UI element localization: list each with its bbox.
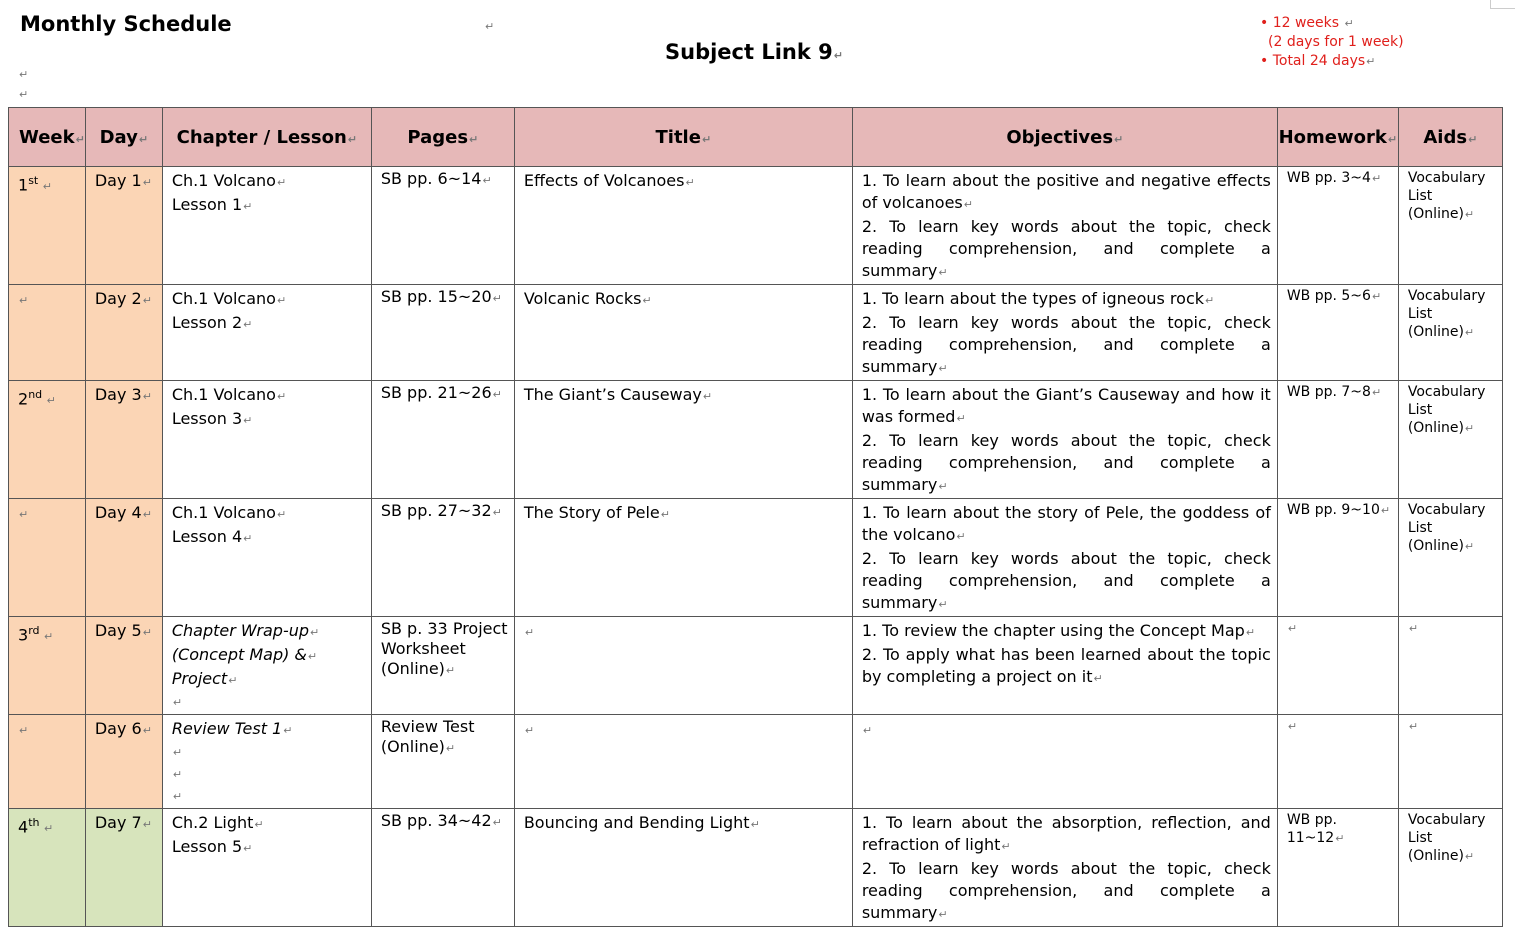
paragraph-mark: ↵	[1464, 422, 1475, 435]
paragraph-mark: ↵	[142, 176, 152, 189]
cell-pages	[371, 381, 514, 499]
chapter-text: Lesson 4	[171, 527, 243, 546]
table-row	[9, 167, 1503, 285]
cell-week	[9, 809, 86, 927]
paragraph-mark: ↵	[702, 390, 713, 403]
paragraph-mark: ↵	[1371, 172, 1382, 185]
table-row	[9, 381, 1503, 499]
pages-text: SB pp. 27~32	[380, 501, 492, 520]
notes-days-per-week: (2 days for 1 week)	[1268, 34, 1404, 50]
paragraph-mark: ↵	[142, 294, 152, 307]
table-row	[9, 617, 1503, 715]
lesson-title: The Giant’s Causeway	[523, 385, 702, 404]
objective-item	[862, 548, 1271, 616]
cell-title	[514, 809, 852, 927]
paragraph-mark: ↵	[43, 394, 56, 408]
aids-text: Vocabulary List (Online)	[1407, 170, 1486, 222]
chapter-line	[172, 718, 365, 742]
lesson-title: Effects of Volcanoes	[523, 171, 685, 190]
cell-day	[85, 715, 162, 809]
paragraph-mark: ↵	[243, 842, 253, 855]
paragraph-mark: ↵	[1335, 832, 1345, 845]
chapter-text: Lesson 1	[171, 195, 243, 214]
paragraph-mark: ↵	[1464, 850, 1475, 863]
chapter-line	[172, 194, 365, 218]
chapter-text: Lesson 5	[171, 837, 243, 856]
cell-aids	[1398, 285, 1502, 381]
cell-chapter	[162, 617, 371, 715]
cell-pages	[371, 715, 514, 809]
objective-item	[862, 620, 1271, 644]
chapter-line	[172, 812, 365, 836]
cell-homework	[1277, 617, 1398, 715]
week-number: 4	[18, 817, 29, 837]
day-label: Day 3	[94, 385, 142, 404]
chapter-line	[172, 384, 365, 408]
chapter-text: Ch.1 Volcano	[171, 289, 276, 308]
paragraph-mark: ↵	[485, 20, 495, 33]
cell-day	[85, 381, 162, 499]
paragraph-mark: ↵	[40, 630, 54, 644]
objective-text: 1. To learn about the absorption, reflection, and refraction of light	[861, 813, 1271, 854]
cell-week	[9, 381, 86, 499]
cell-week	[9, 167, 86, 285]
chapter-text: Lesson 3	[171, 409, 243, 428]
cell-homework	[1277, 715, 1398, 809]
cell-objectives	[852, 285, 1277, 381]
day-label: Day 1	[94, 171, 142, 190]
pages-text: SB pp. 6~14	[380, 169, 482, 188]
homework-text: WB pp. 3~4	[1286, 170, 1371, 186]
cell-title	[514, 167, 852, 285]
cell-aids	[1398, 167, 1502, 285]
paragraph-mark: ↵	[243, 414, 253, 427]
paragraph-mark: ↵	[310, 626, 320, 639]
paragraph-mark: ↵	[276, 294, 287, 307]
homework-text: WB pp. 11~12	[1286, 812, 1337, 846]
week-ordinal: nd	[28, 388, 43, 401]
objective-item	[862, 502, 1271, 548]
paragraph-mark: ↵	[445, 664, 456, 677]
cell-objectives	[852, 499, 1277, 617]
notes-weeks: • 12 weeks ↵	[1260, 15, 1354, 31]
objective-item	[862, 384, 1271, 430]
paragraph-mark: ↵	[445, 742, 456, 755]
homework-text: WB pp. 9~10	[1286, 502, 1380, 518]
paragraph-mark: ↵	[1245, 626, 1256, 639]
day-label: Day 4	[94, 503, 142, 522]
paragraph-mark: ↵	[283, 724, 293, 737]
paragraph-mark: ↵	[1408, 622, 1419, 635]
paragraph-mark: ↵	[19, 68, 29, 81]
paragraph-mark: ↵	[685, 176, 695, 189]
table-row	[9, 499, 1503, 617]
objective-item	[862, 312, 1271, 380]
paragraph-mark: ↵	[862, 724, 873, 737]
aids-text: Vocabulary List (Online)	[1407, 502, 1486, 554]
objective-item	[862, 812, 1271, 858]
schedule-table	[8, 107, 1503, 927]
cell-chapter	[162, 499, 371, 617]
cell-objectives	[852, 167, 1277, 285]
paragraph-mark: ↵	[39, 180, 52, 194]
header-day: Day↵	[85, 108, 162, 167]
objective-text: 2. To apply what has been learned about the topic by completing a project on it	[861, 645, 1271, 686]
page-edge-marker	[1490, 0, 1515, 9]
week-number: 1	[18, 175, 29, 195]
paragraph-mark: ↵	[642, 294, 652, 307]
chapter-line	[172, 170, 365, 194]
cell-day	[85, 285, 162, 381]
paragraph-mark: ↵	[172, 768, 183, 781]
homework-text: WB pp. 7~8	[1286, 384, 1371, 400]
chapter-line	[172, 288, 365, 312]
header-title: Title↵	[514, 108, 852, 167]
aids-text: Vocabulary List (Online)	[1407, 384, 1486, 436]
paragraph-mark: ↵	[492, 506, 502, 519]
cell-title	[514, 499, 852, 617]
pages-text: SB p. 33 Project Worksheet (Online)	[380, 619, 508, 678]
chapter-text: Project	[171, 669, 228, 688]
paragraph-mark: ↵	[19, 724, 29, 737]
objective-item	[862, 858, 1271, 926]
cell-chapter	[162, 381, 371, 499]
paragraph-mark: ↵	[243, 318, 253, 331]
paragraph-mark: ↵	[1380, 504, 1391, 517]
cell-day	[85, 809, 162, 927]
cell-homework	[1277, 809, 1398, 927]
cell-day	[85, 499, 162, 617]
chapter-line	[172, 836, 365, 860]
cell-title	[514, 617, 852, 715]
cell-week	[9, 285, 86, 381]
cell-title	[514, 715, 852, 809]
paragraph-mark: ↵	[938, 362, 948, 375]
aids-text: Vocabulary List (Online)	[1407, 288, 1486, 340]
paragraph-mark: ↵	[276, 390, 287, 403]
pages-text: SB pp. 21~26	[380, 383, 492, 402]
objective-text: 2. To learn key words about the topic, check reading comprehension, and complete a summary	[861, 859, 1271, 922]
document-title: Monthly Schedule	[20, 12, 232, 36]
objective-text: 1. To learn about the Giant’s Causeway and how it was formed	[861, 385, 1271, 426]
week-ordinal: rd	[28, 624, 40, 637]
objective-item	[862, 216, 1271, 284]
lesson-title: Volcanic Rocks	[523, 289, 642, 308]
paragraph-mark: ↵	[1287, 720, 1298, 733]
cell-title	[514, 285, 852, 381]
week-number: 3	[18, 625, 29, 645]
paragraph-mark: ↵	[307, 650, 318, 663]
objective-text: 1. To learn about the types of igneous rock	[861, 289, 1205, 308]
chapter-line	[172, 526, 365, 550]
header-aids: Aids↵	[1398, 108, 1502, 167]
header-objectives: Objectives↵	[852, 108, 1277, 167]
cell-aids	[1398, 809, 1502, 927]
table-row	[9, 809, 1503, 927]
cell-objectives	[852, 617, 1277, 715]
objective-text: 2. To learn key words about the topic, check reading comprehension, and complete a summary	[861, 431, 1271, 494]
table-row	[9, 715, 1503, 809]
chapter-text: Ch.1 Volcano	[171, 503, 276, 522]
paragraph-mark: ↵	[142, 390, 152, 403]
paragraph-mark: ↵	[142, 508, 152, 521]
objective-item	[862, 430, 1271, 498]
objective-text: 2. To learn key words about the topic, check reading comprehension, and complete a summary	[861, 313, 1271, 376]
paragraph-mark: ↵	[492, 816, 502, 829]
paragraph-mark: ↵	[40, 822, 54, 836]
chapter-line	[172, 620, 365, 644]
lesson-title: Bouncing and Bending Light	[523, 813, 750, 832]
objective-item	[862, 288, 1271, 312]
cell-week	[9, 715, 86, 809]
cell-title	[514, 381, 852, 499]
paragraph-mark: ↵	[142, 626, 152, 639]
paragraph-mark: ↵	[276, 176, 287, 189]
cell-homework	[1277, 381, 1398, 499]
paragraph-mark: ↵	[660, 508, 670, 521]
cell-pages	[371, 167, 514, 285]
paragraph-mark: ↵	[524, 626, 535, 639]
chapter-text: Chapter Wrap-up	[171, 621, 310, 640]
paragraph-mark: ↵	[19, 88, 29, 101]
week-ordinal: th	[28, 816, 40, 829]
paragraph-mark: ↵	[963, 198, 973, 211]
notes-total-days: • Total 24 days↵	[1260, 53, 1376, 69]
cell-pages	[371, 809, 514, 927]
cell-homework	[1277, 167, 1398, 285]
paragraph-mark: ↵	[243, 532, 253, 545]
paragraph-mark: ↵	[956, 412, 966, 425]
paragraph-mark: ↵	[172, 696, 183, 709]
schedule-notes	[1260, 14, 1404, 71]
paragraph-mark: ↵	[482, 174, 492, 187]
objective-text: 2. To learn key words about the topic, check reading comprehension, and complete a summary	[861, 549, 1271, 612]
paragraph-mark: ↵	[1001, 840, 1011, 853]
paragraph-mark: ↵	[172, 790, 183, 803]
paragraph-mark: ↵	[492, 292, 502, 305]
paragraph-mark: ↵	[1093, 672, 1103, 685]
week-ordinal: st	[28, 174, 39, 187]
paragraph-mark: ↵	[1205, 294, 1215, 307]
cell-chapter	[162, 715, 371, 809]
cell-chapter	[162, 285, 371, 381]
cell-chapter	[162, 809, 371, 927]
day-label: Day 5	[94, 621, 142, 640]
objective-text: 1. To learn about the story of Pele, the goddess of the volcano	[861, 503, 1271, 544]
paragraph-mark: ↵	[1371, 386, 1382, 399]
paragraph-mark: ↵	[750, 818, 760, 831]
paragraph-mark: ↵	[228, 674, 238, 687]
lesson-title: The Story of Pele	[523, 503, 660, 522]
paragraph-mark: ↵	[142, 818, 152, 831]
aids-text: Vocabulary List (Online)	[1407, 812, 1486, 864]
paragraph-mark: ↵	[142, 724, 152, 737]
objective-item	[862, 170, 1271, 216]
cell-aids	[1398, 499, 1502, 617]
week-number: 2	[18, 389, 29, 409]
cell-week	[9, 499, 86, 617]
chapter-text: Lesson 2	[171, 313, 243, 332]
paragraph-mark: ↵	[938, 480, 948, 493]
paragraph-mark: ↵	[1371, 290, 1382, 303]
objective-item	[862, 644, 1271, 690]
document-subtitle: Subject Link 9↵	[665, 40, 843, 64]
pages-text: SB pp. 15~20	[380, 287, 492, 306]
day-label: Day 2	[94, 289, 142, 308]
chapter-text: (Concept Map) &	[171, 645, 307, 664]
pages-text: Review Test (Online)	[380, 717, 475, 756]
paragraph-mark: ↵	[254, 818, 264, 831]
paragraph-mark: ↵	[1464, 540, 1475, 553]
cell-day	[85, 167, 162, 285]
day-label: Day 6	[94, 719, 142, 738]
header-week: Week↵	[9, 108, 86, 167]
paragraph-mark: ↵	[1287, 622, 1298, 635]
cell-day	[85, 617, 162, 715]
objective-text: 2. To learn key words about the topic, check reading comprehension, and complete a summary	[861, 217, 1271, 280]
paragraph-mark: ↵	[956, 530, 966, 543]
cell-chapter	[162, 167, 371, 285]
header-chapter: Chapter / Lesson↵	[162, 108, 371, 167]
paragraph-mark: ↵	[1464, 208, 1475, 221]
cell-homework	[1277, 285, 1398, 381]
paragraph-mark: ↵	[1408, 720, 1419, 733]
header-pages: Pages↵	[371, 108, 514, 167]
paragraph-mark: ↵	[172, 746, 183, 759]
day-label: Day 7	[94, 813, 142, 832]
chapter-line	[172, 502, 365, 526]
chapter-line	[172, 644, 365, 668]
cell-homework	[1277, 499, 1398, 617]
paragraph-mark: ↵	[243, 200, 253, 213]
cell-pages	[371, 617, 514, 715]
cell-objectives	[852, 381, 1277, 499]
chapter-text: Review Test 1	[171, 719, 283, 738]
chapter-text: Ch.1 Volcano	[171, 171, 276, 190]
objective-text: 1. To learn about the positive and negative effects of volcanoes	[861, 171, 1271, 212]
table-row	[9, 285, 1503, 381]
paragraph-mark: ↵	[492, 388, 502, 401]
cell-pages	[371, 285, 514, 381]
paragraph-mark: ↵	[1464, 326, 1475, 339]
chapter-line	[172, 408, 365, 432]
cell-aids	[1398, 617, 1502, 715]
paragraph-mark: ↵	[938, 598, 948, 611]
cell-objectives	[852, 809, 1277, 927]
cell-pages	[371, 499, 514, 617]
cell-aids	[1398, 715, 1502, 809]
cell-objectives	[852, 715, 1277, 809]
objective-text: 1. To review the chapter using the Concept Map	[861, 621, 1245, 640]
paragraph-mark: ↵	[938, 266, 948, 279]
table-header-row	[9, 108, 1503, 167]
header-homework: Homework↵	[1277, 108, 1398, 167]
homework-text: WB pp. 5~6	[1286, 288, 1371, 304]
chapter-text: Ch.1 Volcano	[171, 385, 276, 404]
cell-aids	[1398, 381, 1502, 499]
chapter-line	[172, 668, 365, 692]
chapter-line	[172, 312, 365, 336]
paragraph-mark: ↵	[19, 508, 29, 521]
chapter-text: Ch.2 Light	[171, 813, 254, 832]
pages-text: SB pp. 34~42	[380, 811, 492, 830]
paragraph-mark: ↵	[524, 724, 535, 737]
cell-week	[9, 617, 86, 715]
paragraph-mark: ↵	[276, 508, 287, 521]
paragraph-mark: ↵	[938, 908, 948, 921]
paragraph-mark: ↵	[19, 294, 29, 307]
